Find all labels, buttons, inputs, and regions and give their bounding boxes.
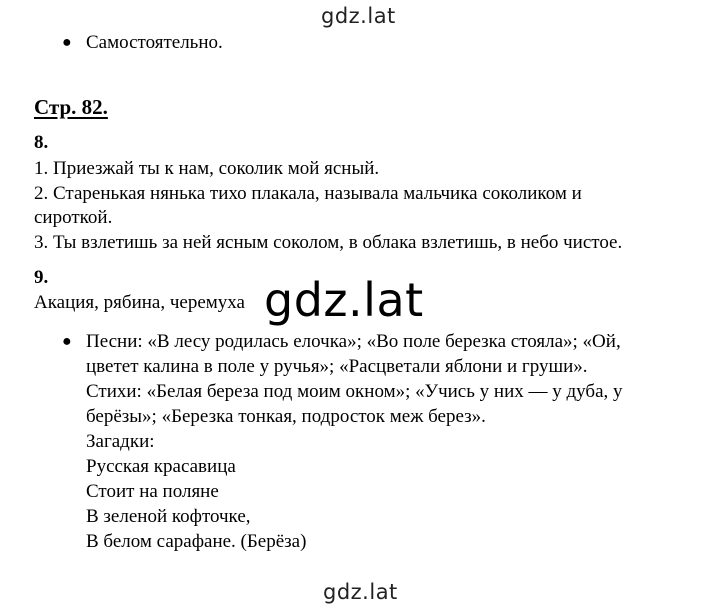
task-9-bullet-line: Русская красавица: [86, 456, 236, 477]
task-9-bullet-line: Стихи: «Белая береза под моим окном»; «Учись у них — у дуба, у: [86, 381, 623, 402]
task-9-bullet-line: В белом сарафане. (Берёза): [86, 531, 307, 552]
bullet-marker: ●: [62, 333, 72, 350]
watermark-top: gdz.lat: [321, 4, 396, 28]
task-9-answer: Акация, рябина, черемуха: [34, 292, 245, 313]
page-heading: Стр. 82.: [34, 95, 108, 119]
task-8-number: 8.: [34, 132, 49, 153]
watermark-center: gdz.lat: [258, 272, 430, 328]
task-8-line: сироткой.: [34, 207, 113, 228]
task-8-line: 2. Старенькая нянька тихо плакала, называла мальчика соколиком и: [34, 183, 582, 204]
bullet-marker: ●: [62, 34, 72, 51]
task-8-line: 1. Приезжай ты к нам, соколик мой ясный.: [34, 158, 380, 179]
task-9-bullet-line: цветет калина в поле у ручья»; «Расцветали яблони и груши».: [86, 356, 588, 377]
task-9-bullet-line: берёзы»; «Березка тонкая, подросток меж берез».: [86, 406, 486, 427]
task-9-bullet-line: Стоит на поляне: [86, 481, 219, 502]
task-9-bullet-line: Песни: «В лесу родилась елочка»; «Во поле березка стояла»; «Ой,: [86, 331, 621, 352]
intro-bullet-text: Самостоятельно.: [86, 32, 223, 53]
task-9-bullet-line: Загадки:: [86, 431, 155, 452]
task-9-bullet-line: В зеленой кофточке,: [86, 506, 251, 527]
task-8-line: 3. Ты взлетишь за ней ясным соколом, в облака взлетишь, в небо чистое.: [34, 232, 623, 253]
watermark-bottom: gdz.lat: [323, 580, 398, 604]
task-9-number: 9.: [34, 267, 49, 288]
